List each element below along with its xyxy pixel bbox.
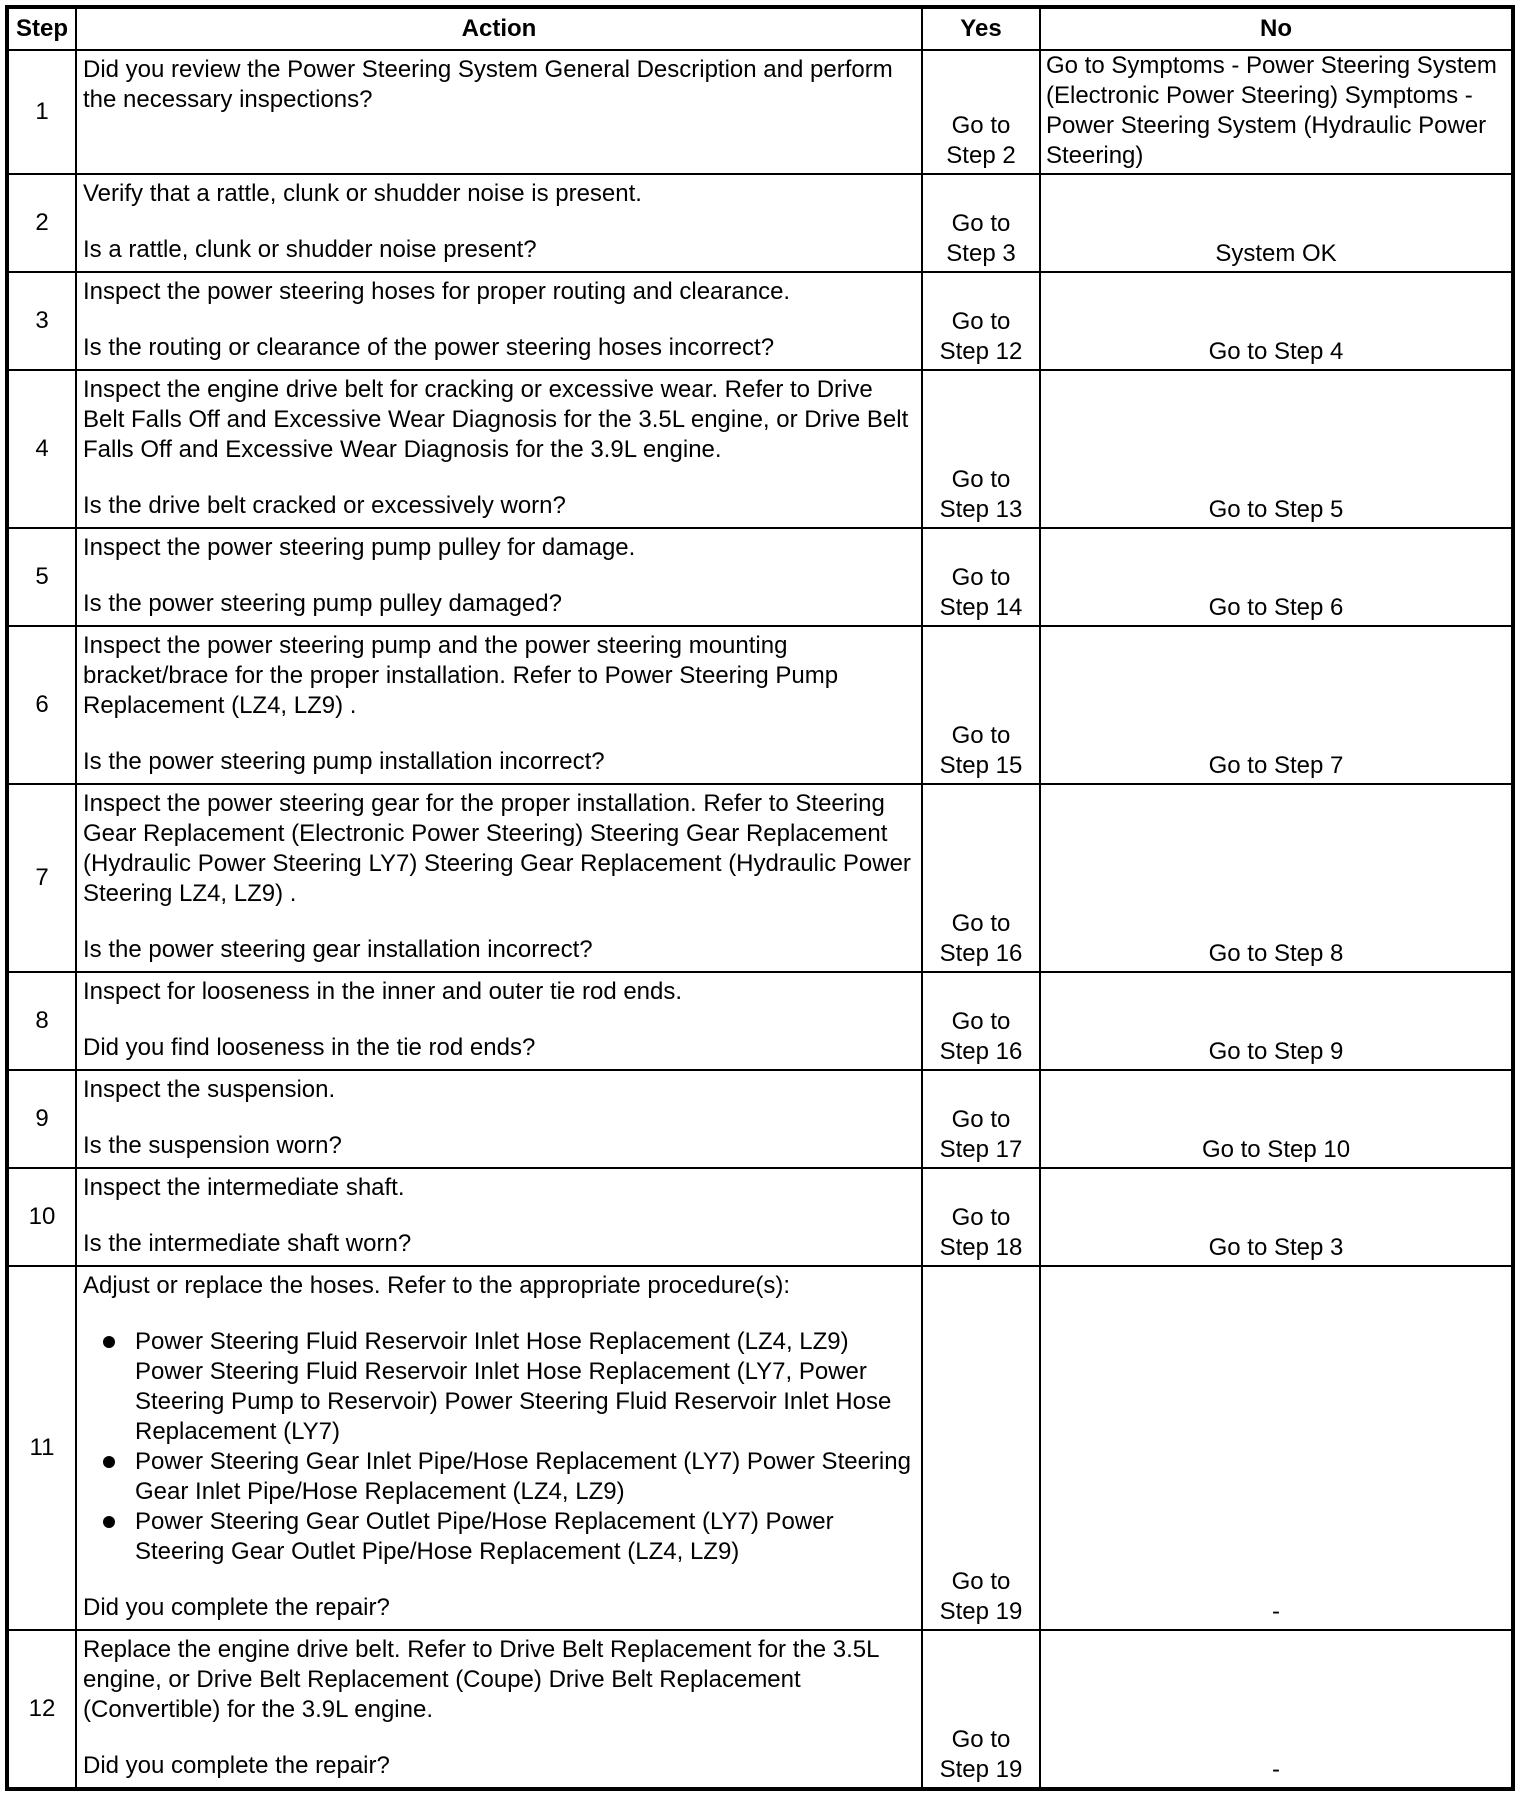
procedure-item[interactable] [103,1447,915,1507]
yes-link-text[interactable]: Go to [951,1008,1011,1035]
action-text: Inspect the power steering gear for the proper installation. Refer to Steering Gear Replacement (Electronic Power Steering) Steering Gear Replacement (Hydraulic Power Steering LY7) Steering Gear Replacement (Hydraulic Power Steering LZ4, LZ9) . [83,790,911,907]
yes-link-step[interactable]: Step 14 [939,594,1023,621]
yes-link-text[interactable]: Go to [951,1106,1011,1133]
table-row [7,784,1513,972]
action-cell [76,1266,922,1630]
yes-cell [922,1630,1040,1789]
action-cell [76,370,922,528]
action-question: Is the suspension worn? [83,1132,342,1159]
table-row [7,626,1513,784]
action-question: Is the drive belt cracked or excessively worn? [83,492,566,519]
procedure-link[interactable]: Power Steering Gear Outlet Pipe/Hose Replacement (LY7) Power Steering Gear Outlet Pipe/Hose Replacement (LZ4, LZ9) [135,1508,834,1565]
yes-link-text[interactable]: Go to [951,910,1011,937]
yes-cell [922,626,1040,784]
yes-link-step[interactable]: Step 18 [939,1234,1023,1261]
table-row [7,972,1513,1070]
action-question: Is the power steering pump installation incorrect? [83,748,605,775]
step-number: 11 [7,1266,76,1630]
yes-cell [922,1266,1040,1630]
yes-link-text[interactable]: Go to [951,466,1011,493]
action-cell [76,50,922,174]
no-cell: - [1040,1266,1513,1630]
yes-link-text[interactable]: Go to [951,308,1011,335]
no-cell[interactable]: Go to Step 8 [1040,784,1513,972]
yes-cell [922,50,1040,174]
diagnostic-table [5,5,1515,1791]
step-number: 1 [7,50,76,174]
table-row [7,1070,1513,1168]
yes-link-step[interactable]: Step 3 [946,240,1016,267]
action-text: Inspect for looseness in the inner and outer tie rod ends. [83,978,683,1005]
no-cell[interactable]: Go to Step 3 [1040,1168,1513,1266]
yes-cell [922,272,1040,370]
table-row [7,174,1513,272]
no-cell: System OK [1040,174,1513,272]
action-question: Did you find looseness in the tie rod ends? [83,1034,536,1061]
yes-link-text[interactable]: Go to [951,564,1011,591]
no-cell[interactable]: Go to Step 9 [1040,972,1513,1070]
yes-cell [922,972,1040,1070]
header-yes: Yes [922,7,1040,50]
table-row [7,528,1513,626]
action-cell [76,1168,922,1266]
action-cell [76,626,922,784]
yes-link-step[interactable]: Step 19 [939,1756,1023,1783]
yes-link-text[interactable]: Go to [951,1568,1011,1595]
yes-link-step[interactable]: Step 16 [939,1038,1023,1065]
yes-link-text[interactable]: Go to [951,1204,1011,1231]
table-row [7,50,1513,174]
yes-link-step[interactable]: Step 17 [939,1136,1023,1163]
table-row [7,370,1513,528]
action-question: Did you complete the repair? [83,1594,390,1621]
no-cell[interactable]: Go to Symptoms - Power Steering System (Electronic Power Steering) Symptoms - Power Steering System (Hydraulic Power Steering) [1040,50,1513,174]
action-cell [76,784,922,972]
yes-cell [922,174,1040,272]
action-text: Inspect the engine drive belt for cracking or excessive wear. Refer to Drive Belt Falls Off and Excessive Wear Diagnosis for the 3.5L engine, or Drive Belt Falls Off and Excessive Wear Diagnosis for the 3.9L engine. [83,376,909,463]
no-cell: - [1040,1630,1513,1789]
no-cell[interactable]: Go to Step 5 [1040,370,1513,528]
step-number: 9 [7,1070,76,1168]
yes-cell [922,370,1040,528]
yes-link-step[interactable]: Step 19 [939,1598,1023,1625]
action-question: Is the routing or clearance of the power steering hoses incorrect? [83,334,775,361]
procedure-link[interactable]: Power Steering Gear Inlet Pipe/Hose Replacement (LY7) Power Steering Gear Inlet Pipe/Hose Replacement (LZ4, LZ9) [135,1448,911,1505]
action-text: Inspect the suspension. [83,1076,336,1103]
action-cell [76,174,922,272]
yes-link-text[interactable]: Go to [951,112,1011,139]
step-number: 4 [7,370,76,528]
procedure-list [83,1327,915,1567]
yes-link-step[interactable]: Step 12 [939,338,1023,365]
action-text: Inspect the power steering hoses for proper routing and clearance. [83,278,791,305]
action-question: Did you complete the repair? [83,1752,390,1779]
action-question: Is a rattle, clunk or shudder noise present? [83,236,537,263]
no-cell[interactable]: Go to Step 7 [1040,626,1513,784]
action-cell [76,1630,922,1789]
action-question: Is the power steering pump pulley damaged? [83,590,562,617]
action-text: Adjust or replace the hoses. Refer to the appropriate procedure(s): [83,1272,791,1299]
step-number: 5 [7,528,76,626]
header-action: Action [76,7,922,50]
yes-link-text[interactable]: Go to [951,722,1011,749]
table-row [7,272,1513,370]
action-text: Inspect the intermediate shaft. [83,1174,405,1201]
yes-link-step[interactable]: Step 16 [939,940,1023,967]
no-cell[interactable]: Go to Step 10 [1040,1070,1513,1168]
header-row [7,7,1513,50]
bullet-icon [103,1456,115,1468]
action-question: Is the power steering gear installation incorrect? [83,936,593,963]
action-cell [76,972,922,1070]
action-text: Inspect the power steering pump pulley for damage. [83,534,636,561]
bullet-icon [103,1516,115,1528]
procedure-link[interactable]: Power Steering Fluid Reservoir Inlet Hose Replacement (LZ4, LZ9) Power Steering Fluid Reservoir Inlet Hose Replacement (LY7, Power Steering Pump to Reservoir) Power Steering Fluid Reservoir Inlet Hose Replacement (LY7) [135,1328,892,1445]
table-row [7,1630,1513,1789]
step-number: 2 [7,174,76,272]
yes-link-text[interactable]: Go to [951,1726,1011,1753]
yes-link-step[interactable]: Step 2 [946,142,1016,169]
action-cell [76,272,922,370]
action-cell [76,1070,922,1168]
header-step: Step [7,7,76,50]
bullet-icon [103,1336,115,1348]
step-number: 7 [7,784,76,972]
no-cell[interactable]: Go to Step 4 [1040,272,1513,370]
action-cell [76,528,922,626]
no-cell[interactable]: Go to Step 6 [1040,528,1513,626]
header-no: No [1040,7,1513,50]
step-number: 10 [7,1168,76,1266]
yes-cell [922,1070,1040,1168]
step-number: 3 [7,272,76,370]
action-text: Inspect the power steering pump and the power steering mounting bracket/brace for the proper installation. Refer to Power Steering Pump Replacement (LZ4, LZ9) . [83,632,839,719]
procedure-item[interactable] [103,1327,915,1447]
table-row [7,1168,1513,1266]
step-number: 12 [7,1630,76,1789]
step-number: 8 [7,972,76,1070]
yes-link-text[interactable]: Go to [951,210,1011,237]
yes-cell [922,784,1040,972]
action-text: Verify that a rattle, clunk or shudder noise is present. [83,180,642,207]
table-row [7,1266,1513,1630]
yes-link-step[interactable]: Step 13 [939,496,1023,523]
yes-cell [922,1168,1040,1266]
action-text: Did you review the Power Steering System General Description and perform the necessary inspections? [83,56,893,113]
action-question: Is the intermediate shaft worn? [83,1230,412,1257]
procedure-item[interactable] [103,1507,915,1567]
step-number: 6 [7,626,76,784]
action-text: Replace the engine drive belt. Refer to Drive Belt Replacement for the 3.5L engine, or Drive Belt Replacement (Coupe) Drive Belt Replacement (Convertible) for the 3.9L engine. [83,1636,879,1723]
yes-cell [922,528,1040,626]
yes-link-step[interactable]: Step 15 [939,752,1023,779]
